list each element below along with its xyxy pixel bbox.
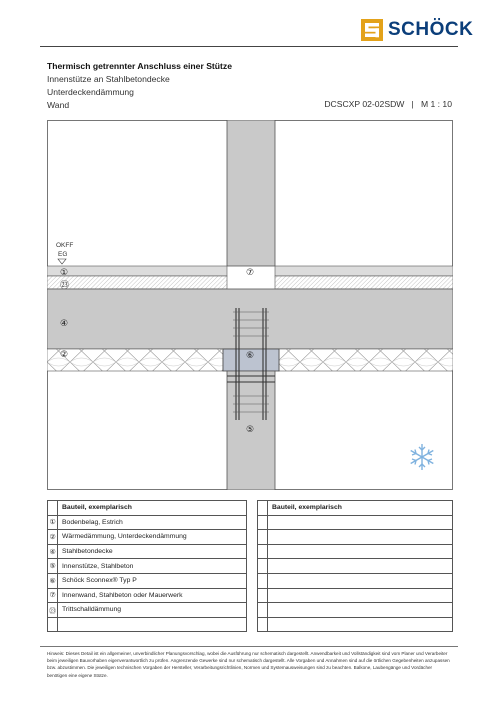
- legend-row: [258, 603, 453, 618]
- callout-23: ㉓: [60, 281, 70, 291]
- detail-drawing: [47, 120, 453, 490]
- level-label-okff: OKFF: [56, 242, 74, 249]
- callout-6: ⑥: [246, 351, 255, 361]
- legend-row: [258, 530, 453, 545]
- header-rule: [40, 46, 458, 47]
- callout-7: ⑦: [246, 268, 255, 278]
- footer-rule: [40, 646, 458, 647]
- concrete-slab: [47, 289, 453, 349]
- legend-row: ㉓ Trittschalldämmung: [48, 603, 247, 618]
- callout-4: ④: [60, 319, 69, 329]
- legend-table-left: [47, 500, 247, 632]
- legend-row: ⑦ Innenwand, Stahlbeton oder Mauerwerk: [48, 588, 247, 603]
- legend-row: [48, 617, 247, 632]
- legend-row: [258, 573, 453, 588]
- legend-table-right: [257, 500, 453, 632]
- legend-row: [258, 559, 453, 574]
- brand-name: SCHÖCK: [388, 19, 474, 40]
- legend-row: ① Bodenbelag, Estrich: [48, 515, 247, 530]
- brand-logo: [361, 19, 473, 41]
- legend-row: ② Wärmedämmung, Unterdeckendämmung: [48, 530, 247, 545]
- legend-row: ⑤ Innenstütze, Stahlbeton: [48, 559, 247, 574]
- subtitle-3: Wand: [47, 100, 70, 110]
- legend-row: [258, 617, 453, 632]
- legend-row: [258, 515, 453, 530]
- legend-header: Bauteil, exemplarisch: [268, 501, 453, 516]
- legend-row: ④ Stahlbetondecke: [48, 544, 247, 559]
- impact-insulation-right: [275, 276, 453, 289]
- impact-insulation-left: [47, 276, 227, 289]
- screed-left: [47, 266, 227, 276]
- callout-5: ⑤: [246, 425, 255, 435]
- disclaimer-note: Hinweis: Dieses Detail ist ein allgemeiner, unverbindlicher Planungsvorschlag, wobei die Ausführung nur schematisch dargestellt. Anwendbarkeit und Vollständigkeit sind vom Planer und Verarbeiter beim jeweiligen Bauvorhaben eigenverantwortlich zu prüfen. Angrenzende Gewerke sind nur schematisch dargestellt. Alle Vorgaben und Annahmen sind auf die örtlichen Gegebenheiten anzupassen bzw. abzustimmen. Die jeweiligen technischen Vorgaben der Hersteller, Verarbeitungsrichtlinien, Normen und Systemausweisungen sind zu beachten. Balkone, Laubengänge und Vordächer benötigen eine eigene Stütze.: [47, 651, 450, 678]
- legend-row: ⑥ Schöck Sconnex® Typ P: [48, 573, 247, 588]
- callout-1: ①: [60, 268, 69, 278]
- ceiling-insulation-left: [47, 349, 223, 371]
- level-label-eg: EG: [58, 251, 68, 258]
- legend-header: Bauteil, exemplarisch: [58, 501, 247, 516]
- screed-right: [275, 266, 453, 276]
- legend-row: [258, 588, 453, 603]
- subtitle-2: Unterdeckendämmung: [47, 87, 134, 97]
- callout-2: ②: [60, 350, 69, 360]
- subtitle-1: Innenstütze an Stahlbetondecke: [47, 74, 170, 84]
- schoeck-logo-icon: [361, 19, 383, 41]
- ceiling-insulation-right: [279, 349, 453, 371]
- page-title: Thermisch getrennter Anschluss einer Stütze: [47, 61, 232, 71]
- wall-upper: [227, 120, 275, 266]
- legend-row: [258, 544, 453, 559]
- drawing-code: DCSCXP 02-02SDW | M 1 : 10: [324, 99, 452, 109]
